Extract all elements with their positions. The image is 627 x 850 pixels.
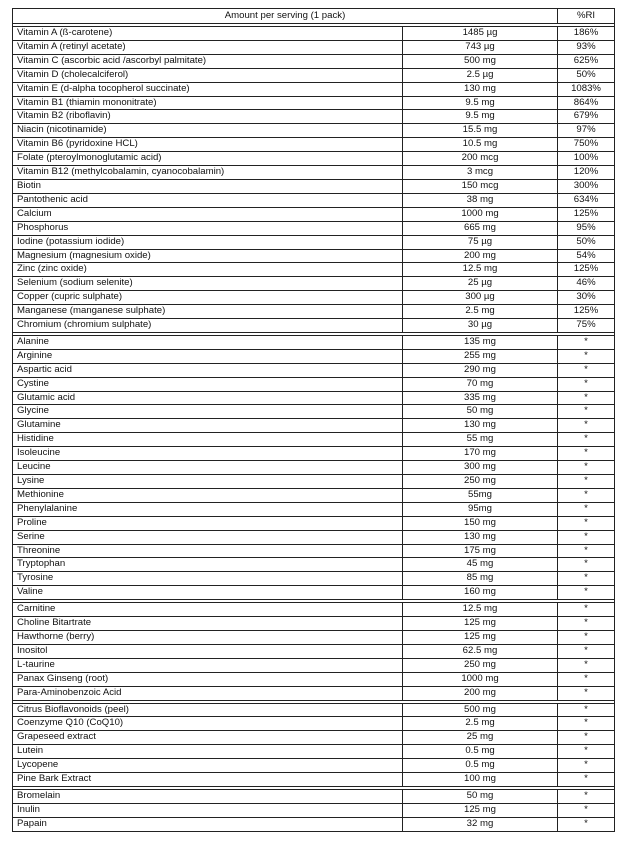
nutrient-ri-percent: 186% <box>558 27 615 41</box>
nutrient-ri-percent: * <box>558 377 615 391</box>
nutrient-name: L-taurine <box>13 658 403 672</box>
nutrient-name: Citrus Bioflavonoids (peel) <box>13 703 403 717</box>
nutrient-ri-percent: * <box>558 572 615 586</box>
nutrient-ri-percent: * <box>558 433 615 447</box>
nutrient-name: Leucine <box>13 461 403 475</box>
nutrient-amount: 500 mg <box>403 54 558 68</box>
table-row <box>13 166 615 180</box>
nutrient-amount: 50 mg <box>403 405 558 419</box>
table-row <box>13 817 615 831</box>
nutrient-name: Tryptophan <box>13 558 403 572</box>
nutrient-ri-percent: * <box>558 488 615 502</box>
nutrient-ri-percent: * <box>558 363 615 377</box>
nutrient-ri-percent: * <box>558 617 615 631</box>
nutrient-ri-percent: * <box>558 349 615 363</box>
nutrient-name: Calcium <box>13 207 403 221</box>
nutrient-amount: 130 mg <box>403 530 558 544</box>
table-row <box>13 630 615 644</box>
nutrient-amount: 125 mg <box>403 630 558 644</box>
nutrient-amount: 250 mg <box>403 475 558 489</box>
nutrient-ri-percent: * <box>558 717 615 731</box>
nutrient-amount: 500 mg <box>403 703 558 717</box>
nutrient-name: Copper (cupric sulphate) <box>13 291 403 305</box>
nutrient-ri-percent: * <box>558 419 615 433</box>
nutrient-ri-percent: * <box>558 745 615 759</box>
nutrient-name: Grapeseed extract <box>13 731 403 745</box>
table-row <box>13 644 615 658</box>
nutrient-name: Lycopene <box>13 759 403 773</box>
nutrient-ri-percent: * <box>558 391 615 405</box>
nutrient-name: Biotin <box>13 179 403 193</box>
nutrient-amount: 125 mg <box>403 803 558 817</box>
nutrient-ri-percent: 75% <box>558 319 615 333</box>
nutrient-amount: 135 mg <box>403 335 558 349</box>
nutrient-name: Folate (pteroylmonoglutamic acid) <box>13 152 403 166</box>
nutrition-table-body <box>13 9 615 832</box>
nutrient-name: Manganese (manganese sulphate) <box>13 305 403 319</box>
nutrient-amount: 25 µg <box>403 277 558 291</box>
table-row <box>13 40 615 54</box>
nutrient-name: Glutamic acid <box>13 391 403 405</box>
table-row <box>13 544 615 558</box>
table-header-row <box>13 9 615 24</box>
nutrient-ri-percent: 625% <box>558 54 615 68</box>
nutrient-name: Methionine <box>13 488 403 502</box>
nutrient-name: Selenium (sodium selenite) <box>13 277 403 291</box>
nutrition-table-container <box>12 8 614 832</box>
nutrient-name: Coenzyme Q10 (CoQ10) <box>13 717 403 731</box>
table-row <box>13 745 615 759</box>
ri-header: %RI <box>558 9 615 24</box>
nutrient-amount: 32 mg <box>403 817 558 831</box>
table-row <box>13 803 615 817</box>
nutrient-ri-percent: 125% <box>558 305 615 319</box>
table-row <box>13 110 615 124</box>
table-row <box>13 96 615 110</box>
nutrient-name: Valine <box>13 586 403 600</box>
nutrient-name: Pantothenic acid <box>13 193 403 207</box>
table-row <box>13 475 615 489</box>
nutrient-ri-percent: * <box>558 759 615 773</box>
nutrient-amount: 1000 mg <box>403 207 558 221</box>
nutrient-ri-percent: * <box>558 803 615 817</box>
table-row <box>13 759 615 773</box>
nutrient-amount: 255 mg <box>403 349 558 363</box>
nutrient-amount: 0.5 mg <box>403 759 558 773</box>
nutrient-name: Vitamin A (ß-carotene) <box>13 27 403 41</box>
table-row <box>13 68 615 82</box>
nutrient-ri-percent: * <box>558 686 615 700</box>
table-row <box>13 433 615 447</box>
table-row <box>13 717 615 731</box>
table-row <box>13 349 615 363</box>
table-row <box>13 291 615 305</box>
table-row <box>13 419 615 433</box>
table-row <box>13 391 615 405</box>
nutrient-ri-percent: * <box>558 544 615 558</box>
nutrient-amount: 38 mg <box>403 193 558 207</box>
table-row <box>13 703 615 717</box>
table-row <box>13 558 615 572</box>
nutrient-name: Arginine <box>13 349 403 363</box>
table-row <box>13 617 615 631</box>
nutrient-ri-percent: * <box>558 447 615 461</box>
nutrient-ri-percent: * <box>558 461 615 475</box>
nutrient-ri-percent: 125% <box>558 263 615 277</box>
nutrient-amount: 160 mg <box>403 586 558 600</box>
nutrient-name: Lutein <box>13 745 403 759</box>
nutrient-amount: 100 mg <box>403 773 558 787</box>
nutrient-ri-percent: * <box>558 405 615 419</box>
nutrient-ri-percent: 50% <box>558 68 615 82</box>
nutrient-name: Threonine <box>13 544 403 558</box>
nutrient-amount: 55mg <box>403 488 558 502</box>
nutrient-name: Phenylalanine <box>13 502 403 516</box>
table-row <box>13 502 615 516</box>
table-row <box>13 221 615 235</box>
nutrient-amount: 3 mcg <box>403 166 558 180</box>
nutrient-name: Pine Bark Extract <box>13 773 403 787</box>
nutrient-ri-percent: * <box>558 530 615 544</box>
table-row <box>13 488 615 502</box>
nutrient-amount: 300 mg <box>403 461 558 475</box>
nutrient-amount: 170 mg <box>403 447 558 461</box>
nutrient-ri-percent: * <box>558 558 615 572</box>
nutrient-amount: 335 mg <box>403 391 558 405</box>
nutrient-amount: 130 mg <box>403 82 558 96</box>
nutrient-ri-percent: 125% <box>558 207 615 221</box>
table-row <box>13 586 615 600</box>
nutrient-amount: 10.5 mg <box>403 138 558 152</box>
nutrient-ri-percent: * <box>558 630 615 644</box>
nutrient-name: Vitamin A (retinyl acetate) <box>13 40 403 54</box>
nutrient-ri-percent: * <box>558 731 615 745</box>
nutrient-name: Hawthorne (berry) <box>13 630 403 644</box>
nutrient-amount: 150 mcg <box>403 179 558 193</box>
nutrient-amount: 55 mg <box>403 433 558 447</box>
nutrient-amount: 95mg <box>403 502 558 516</box>
nutrient-amount: 290 mg <box>403 363 558 377</box>
nutrient-ri-percent: * <box>558 703 615 717</box>
nutrient-amount: 130 mg <box>403 419 558 433</box>
nutrient-amount: 300 µg <box>403 291 558 305</box>
nutrient-ri-percent: 50% <box>558 235 615 249</box>
nutrient-name: Alanine <box>13 335 403 349</box>
nutrient-ri-percent: * <box>558 789 615 803</box>
nutrient-name: Para-Aminobenzoic Acid <box>13 686 403 700</box>
table-row <box>13 335 615 349</box>
nutrient-ri-percent: 54% <box>558 249 615 263</box>
table-row <box>13 27 615 41</box>
table-row <box>13 263 615 277</box>
nutrient-name: Iodine (potassium iodide) <box>13 235 403 249</box>
nutrient-ri-percent: * <box>558 502 615 516</box>
nutrient-name: Papain <box>13 817 403 831</box>
nutrient-ri-percent: 1083% <box>558 82 615 96</box>
nutrient-amount: 70 mg <box>403 377 558 391</box>
nutrient-amount: 2.5 mg <box>403 717 558 731</box>
nutrient-amount: 743 µg <box>403 40 558 54</box>
nutrient-ri-percent: * <box>558 817 615 831</box>
nutrient-amount: 0.5 mg <box>403 745 558 759</box>
nutrient-amount: 175 mg <box>403 544 558 558</box>
nutrient-amount: 1485 µg <box>403 27 558 41</box>
nutrient-name: Phosphorus <box>13 221 403 235</box>
nutrient-name: Chromium (chromium sulphate) <box>13 319 403 333</box>
table-row <box>13 124 615 138</box>
nutrient-name: Vitamin D (cholecalciferol) <box>13 68 403 82</box>
nutrient-name: Inositol <box>13 644 403 658</box>
nutrient-ri-percent: 864% <box>558 96 615 110</box>
amount-per-serving-header: Amount per serving (1 pack) <box>13 9 558 24</box>
nutrient-ri-percent: 120% <box>558 166 615 180</box>
nutrient-ri-percent: 300% <box>558 179 615 193</box>
nutrient-ri-percent: * <box>558 475 615 489</box>
nutrient-amount: 30 µg <box>403 319 558 333</box>
nutrient-amount: 25 mg <box>403 731 558 745</box>
nutrient-ri-percent: * <box>558 335 615 349</box>
nutrient-amount: 45 mg <box>403 558 558 572</box>
nutrient-amount: 665 mg <box>403 221 558 235</box>
nutrient-ri-percent: * <box>558 603 615 617</box>
nutrient-amount: 75 µg <box>403 235 558 249</box>
table-row <box>13 603 615 617</box>
table-row <box>13 773 615 787</box>
nutrient-name: Aspartic acid <box>13 363 403 377</box>
nutrient-amount: 12.5 mg <box>403 603 558 617</box>
nutrient-name: Vitamin B1 (thiamin mononitrate) <box>13 96 403 110</box>
nutrient-ri-percent: * <box>558 773 615 787</box>
nutrient-amount: 12.5 mg <box>403 263 558 277</box>
table-row <box>13 207 615 221</box>
nutrient-ri-percent: 750% <box>558 138 615 152</box>
table-row <box>13 319 615 333</box>
nutrient-name: Histidine <box>13 433 403 447</box>
nutrient-name: Vitamin B6 (pyridoxine HCL) <box>13 138 403 152</box>
nutrient-name: Choline Bitartrate <box>13 617 403 631</box>
nutrient-name: Serine <box>13 530 403 544</box>
nutrient-ri-percent: * <box>558 516 615 530</box>
nutrient-ri-percent: * <box>558 644 615 658</box>
table-row <box>13 179 615 193</box>
table-row <box>13 363 615 377</box>
nutrient-name: Vitamin B2 (riboflavin) <box>13 110 403 124</box>
table-row <box>13 530 615 544</box>
nutrient-ri-percent: 93% <box>558 40 615 54</box>
nutrient-amount: 2.5 mg <box>403 305 558 319</box>
table-row <box>13 672 615 686</box>
table-row <box>13 54 615 68</box>
nutrient-name: Magnesium (magnesium oxide) <box>13 249 403 263</box>
nutrient-name: Lysine <box>13 475 403 489</box>
nutrient-ri-percent: 679% <box>558 110 615 124</box>
nutrient-amount: 2.5 µg <box>403 68 558 82</box>
table-row <box>13 686 615 700</box>
table-row <box>13 516 615 530</box>
nutrient-amount: 125 mg <box>403 617 558 631</box>
nutrient-ri-percent: * <box>558 658 615 672</box>
nutrient-ri-percent: 100% <box>558 152 615 166</box>
table-row <box>13 235 615 249</box>
nutrient-amount: 15.5 mg <box>403 124 558 138</box>
table-row <box>13 461 615 475</box>
nutrient-amount: 9.5 mg <box>403 96 558 110</box>
nutrient-name: Carnitine <box>13 603 403 617</box>
table-row <box>13 572 615 586</box>
nutrient-amount: 9.5 mg <box>403 110 558 124</box>
nutrient-ri-percent: 97% <box>558 124 615 138</box>
nutrient-ri-percent: 30% <box>558 291 615 305</box>
table-row <box>13 789 615 803</box>
table-row <box>13 658 615 672</box>
nutrient-name: Cystine <box>13 377 403 391</box>
table-row <box>13 377 615 391</box>
nutrient-ri-percent: * <box>558 586 615 600</box>
nutrient-name: Glutamine <box>13 419 403 433</box>
nutrient-name: Panax Ginseng (root) <box>13 672 403 686</box>
nutrient-ri-percent: * <box>558 672 615 686</box>
nutrient-amount: 62.5 mg <box>403 644 558 658</box>
nutrient-amount: 200 mg <box>403 249 558 263</box>
nutrient-name: Zinc (zinc oxide) <box>13 263 403 277</box>
nutrient-amount: 250 mg <box>403 658 558 672</box>
table-row <box>13 152 615 166</box>
nutrient-name: Glycine <box>13 405 403 419</box>
nutrient-name: Isoleucine <box>13 447 403 461</box>
nutrient-name: Inulin <box>13 803 403 817</box>
table-row <box>13 305 615 319</box>
nutrient-name: Proline <box>13 516 403 530</box>
nutrient-amount: 150 mg <box>403 516 558 530</box>
nutrient-ri-percent: 95% <box>558 221 615 235</box>
nutrient-amount: 50 mg <box>403 789 558 803</box>
nutrition-table <box>12 8 615 832</box>
table-row <box>13 249 615 263</box>
nutrient-name: Vitamin E (d-alpha tocopherol succinate) <box>13 82 403 96</box>
nutrient-name: Vitamin B12 (methylcobalamin, cyanocobalamin) <box>13 166 403 180</box>
nutrient-ri-percent: 634% <box>558 193 615 207</box>
nutrient-amount: 200 mg <box>403 686 558 700</box>
table-row <box>13 277 615 291</box>
nutrient-amount: 85 mg <box>403 572 558 586</box>
nutrient-amount: 1000 mg <box>403 672 558 686</box>
nutrient-ri-percent: 46% <box>558 277 615 291</box>
nutrient-name: Niacin (nicotinamide) <box>13 124 403 138</box>
table-row <box>13 447 615 461</box>
table-row <box>13 405 615 419</box>
nutrient-name: Tyrosine <box>13 572 403 586</box>
table-row <box>13 138 615 152</box>
nutrient-name: Vitamin C (ascorbic acid /ascorbyl palmitate) <box>13 54 403 68</box>
nutrient-name: Bromelain <box>13 789 403 803</box>
table-row <box>13 82 615 96</box>
table-row <box>13 193 615 207</box>
table-row <box>13 731 615 745</box>
nutrient-amount: 200 mcg <box>403 152 558 166</box>
